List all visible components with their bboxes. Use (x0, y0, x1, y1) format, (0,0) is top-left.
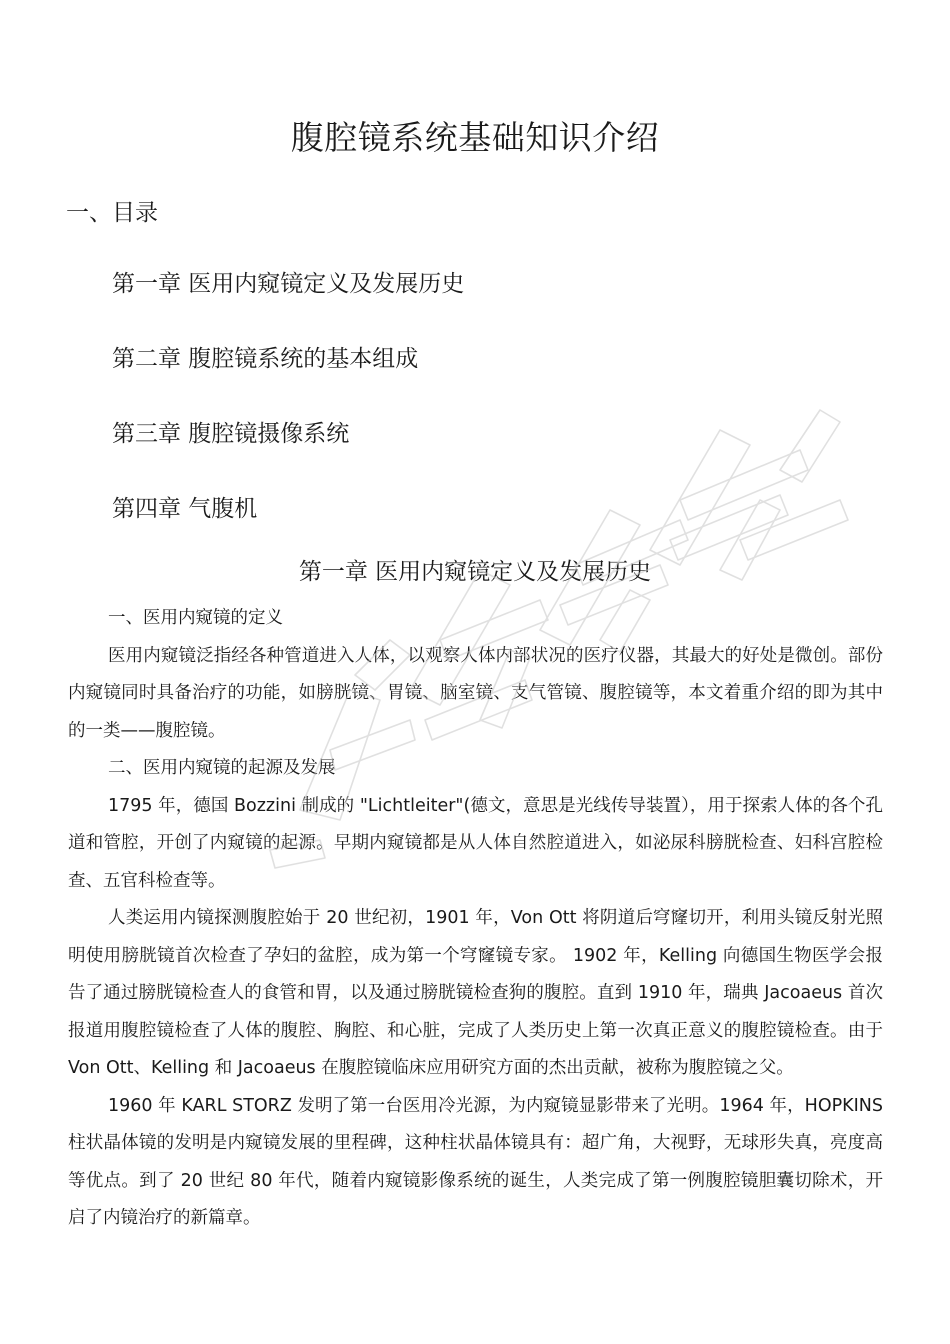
toc-item-chapter-2[interactable]: 第二章 腹腔镜系统的基本组成 (112, 346, 419, 372)
toc-list (112, 264, 464, 564)
paragraph-history-1795: 1795 年，德国 Bozzini 制成的 "Lichtleiter"(德文，意思是光线传导装置），用于探索人体的各个孔道和管腔，开创了内窥镜的起源。早期内窥镜都是从人体自然腔道进入，如泌尿科膀胱检查、妇科宫腔检查、五官科检查等。 (68, 795, 883, 891)
toc-item-chapter-4[interactable]: 第四章 气腹机 (112, 496, 258, 522)
toc-heading: 一、目录 (66, 200, 158, 226)
chapter-1-body (68, 600, 883, 1238)
document-title: 腹腔镜系统基础知识介绍 (290, 118, 660, 157)
chapter-1-title: 第一章 医用内窥镜定义及发展历史 (298, 559, 652, 585)
toc-item-chapter-3[interactable]: 第三章 腹腔镜摄像系统 (112, 421, 350, 447)
paragraph-definition: 医用内窥镜泛指经各种管道进入人体，以观察人体内部状况的医疗仪器，其最大的好处是微创。部份内窥镜同时具备治疗的功能，如膀胱镜、胃镜、脑室镜、支气管镜、腹腔镜等，本文着重介绍的即为其中的一类——腹腔镜。 (68, 645, 883, 741)
toc-item-chapter-1[interactable]: 第一章 医用内窥镜定义及发展历史 (112, 271, 465, 297)
paragraph-history-1960: 1960 年 KARL STORZ 发明了第一台医用冷光源，为内窥镜显影带来了光明。1964 年，HOPKINS 柱状晶体镜的发明是内窥镜发展的里程碑，这种柱状晶体镜具有：超广角，大视野，无球形失真，亮度高等优点。到了 20 世纪 80 年代，随着内窥镜影像系统的诞生，人类完成了第一例腹腔镜胆囊切除术，开启了内镜治疗的新篇章。 (68, 1095, 883, 1228)
section-heading-definition: 一、医用内窥镜的定义 (108, 608, 283, 628)
paragraph-history-1901: 人类运用内镜探测腹腔始于 20 世纪初，1901 年，Von Ott 将阴道后穹窿切开，利用头镜反射光照明使用膀胱镜首次检查了孕妇的盆腔，成为第一个穹窿镜专家。 1902 年，Kelling 向德国生物医学会报告了通过膀胱镜检查人的食管和胃，以及通过膀胱镜检查狗的腹腔。直到 1910 年，瑞典 Jacoaeus 首次报道用腹腔镜检查了人体的腹腔、胸腔、和心脏，完成了人类历史上第一次真正意义的腹腔镜检查。由于 Von Ott、Kelling 和 Jacoaeus 在腹腔镜临床应用研究方面的杰出贡献，被称为腹腔镜之父。 (68, 908, 883, 1078)
section-heading-history: 二、医用内窥镜的起源及发展 (108, 758, 336, 778)
